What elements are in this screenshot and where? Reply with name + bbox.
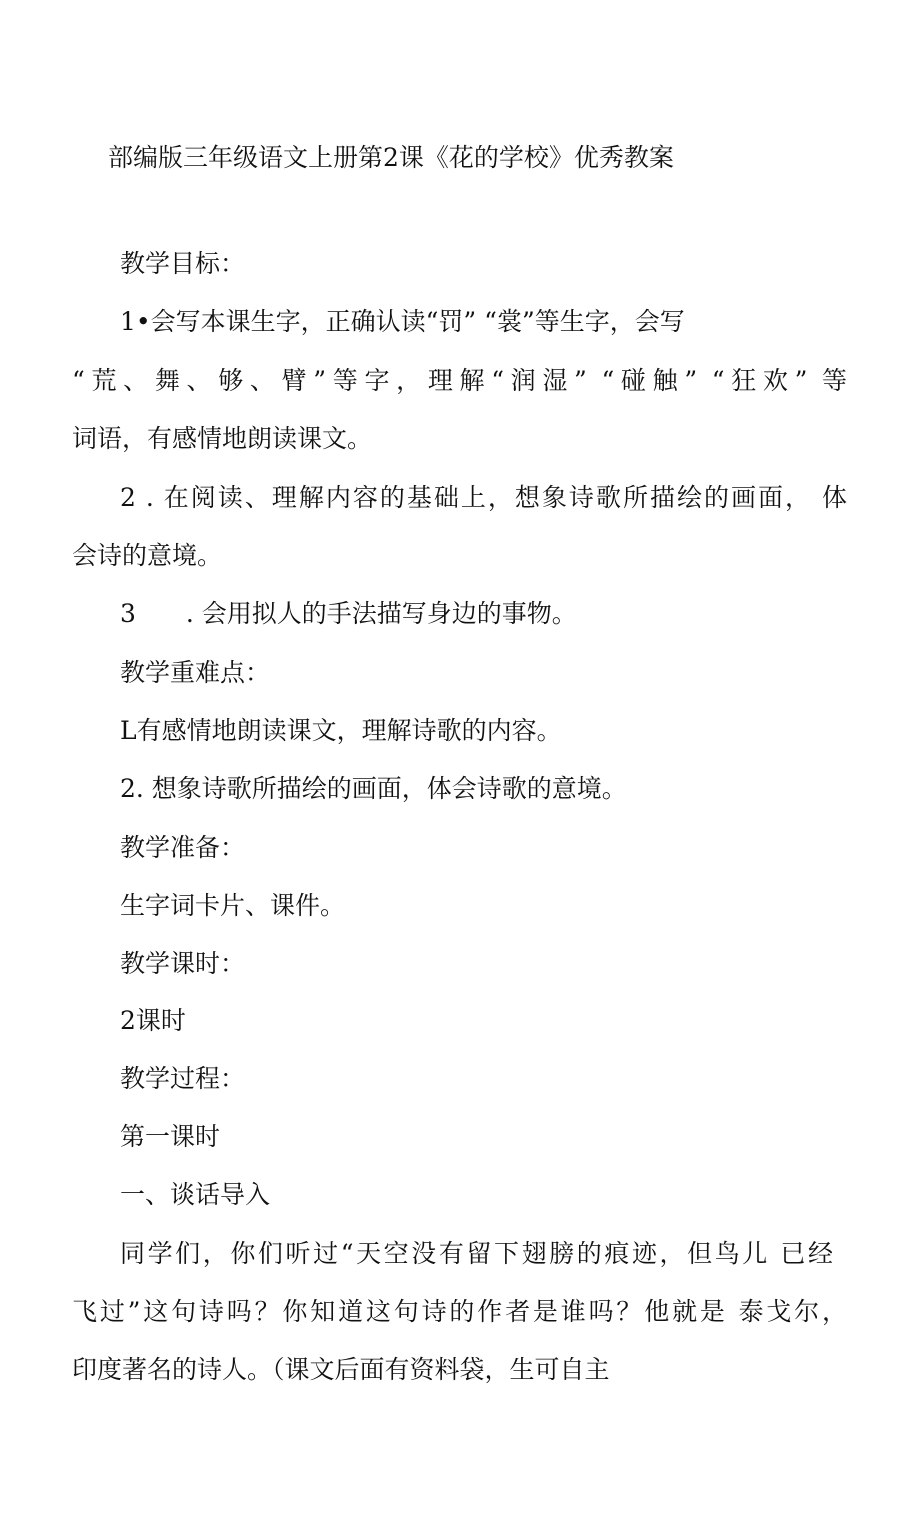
objectives-heading: 教学目标： xyxy=(120,249,246,278)
key-points-heading: 教学重难点： xyxy=(120,658,271,687)
key-point-2: 2. 想象诗歌所描绘的画面，体会诗歌的意境。 xyxy=(120,774,627,803)
section-title: 一、谈话导入 xyxy=(120,1180,271,1209)
objective-2-line-2: 会诗的意境。 xyxy=(72,541,223,570)
intro-paragraph-line-3: 印度著名的诗人。（课文后面有资料袋，生可自主 xyxy=(72,1355,610,1384)
objective-3: 3 . 会用拟人的手法描写身边的事物。 xyxy=(120,599,577,628)
intro-paragraph-line-1: 同学们，你们听过“天空没有留下翅膀的痕迹，但鸟儿 已经 xyxy=(120,1239,833,1268)
objective-1-line-2: “荒、舞、够、臂”等字，理解“润湿” “碰触” “狂欢” 等 xyxy=(72,366,847,395)
document-title: 部编版三年级语文上册第2课《花的学校》优秀教案 xyxy=(108,143,674,172)
hours-content: 2课时 xyxy=(120,1006,186,1035)
hours-heading: 教学课时： xyxy=(120,949,246,978)
preparation-content: 生字词卡片、课件。 xyxy=(120,891,346,920)
process-heading: 教学过程： xyxy=(120,1064,246,1093)
objective-2-line-1: 2 . 在阅读、理解内容的基础上，想象诗歌所描绘的画面， 体 xyxy=(120,483,847,512)
objective-1-line-3: 词语，有感情地朗读课文。 xyxy=(72,424,373,453)
lesson-title: 第一课时 xyxy=(120,1122,221,1151)
intro-paragraph-line-2: 飞过”这句诗吗？你知道这句诗的作者是谁吗？他就是 泰戈尔， xyxy=(72,1297,847,1326)
objective-1-line-1: 1•会写本课生字，正确认读“罚” “裳”等生字，会写 xyxy=(120,307,685,336)
key-point-1: L有感情地朗读课文，理解诗歌的内容。 xyxy=(120,716,562,745)
preparation-heading: 教学准备： xyxy=(120,833,246,862)
